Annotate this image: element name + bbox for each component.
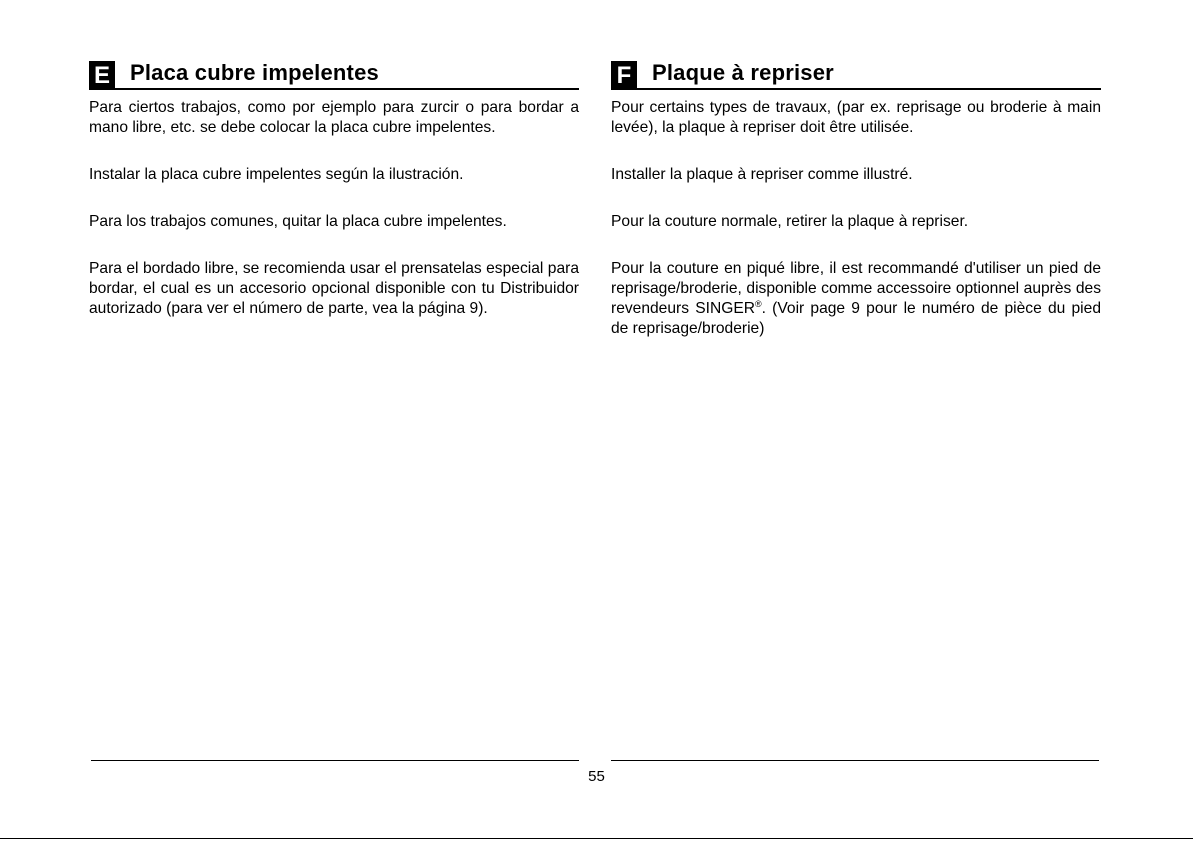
- section-f-paragraph-4-text-b: . (Voir page 9 pour le numéro de pièce du pied de reprisage/broderie): [611, 300, 1101, 337]
- section-e-body: [89, 98, 579, 319]
- registered-mark: ®: [755, 298, 762, 309]
- section-e-paragraph-1: Para ciertos trabajos, como por ejemplo para zurcir o para bordar a mano libre, etc. se debe colocar la placa cubre impelentes.: [89, 99, 579, 136]
- section-f-title: Plaque à repriser: [652, 60, 834, 85]
- section-e-title: Placa cubre impelentes: [130, 60, 379, 85]
- section-e-paragraph-3: Para los trabajos comunes, quitar la placa cubre impelentes.: [89, 213, 507, 230]
- section-f-paragraph-2: Installer la plaque à repriser comme illustré.: [611, 166, 913, 183]
- section-f-letter: F: [611, 61, 637, 88]
- section-e-paragraph-2: Instalar la placa cubre impelentes según la ilustración.: [89, 166, 464, 183]
- section-e-letter: E: [89, 61, 115, 88]
- footer-rule-right: [611, 760, 1099, 761]
- section-e-paragraph-4: Para el bordado libre, se recomienda usar el prensatelas especial para bordar, el cual es un accesorio opcional disponible con tu Distribuidor autorizado (para ver el número de parte, vea la página 9).: [89, 260, 579, 317]
- section-f-paragraph-3: Pour la couture normale, retirer la plaque à repriser.: [611, 213, 969, 230]
- section-f-paragraph-4-text-a: Pour la couture en piqué libre, il est recommandé d'utiliser un pied de reprisage/broderie, disponible comme accessoire optionnel auprès des revendeurs SINGER: [611, 260, 1101, 317]
- section-f-body: [611, 98, 1101, 339]
- section-e-header: [89, 56, 579, 90]
- page-bottom-edge: [0, 838, 1193, 839]
- section-f-paragraph-1: Pour certains types de travaux, (par ex. reprisage ou broderie à main levée), la plaque à repriser doit être utilisée.: [611, 99, 1101, 136]
- section-f: [611, 56, 1101, 366]
- section-f-header: [611, 56, 1101, 90]
- section-f-paragraph-4: [611, 259, 1101, 339]
- section-e: [89, 56, 579, 346]
- page-number: 55: [588, 768, 605, 785]
- footer-rule-left: [91, 760, 579, 761]
